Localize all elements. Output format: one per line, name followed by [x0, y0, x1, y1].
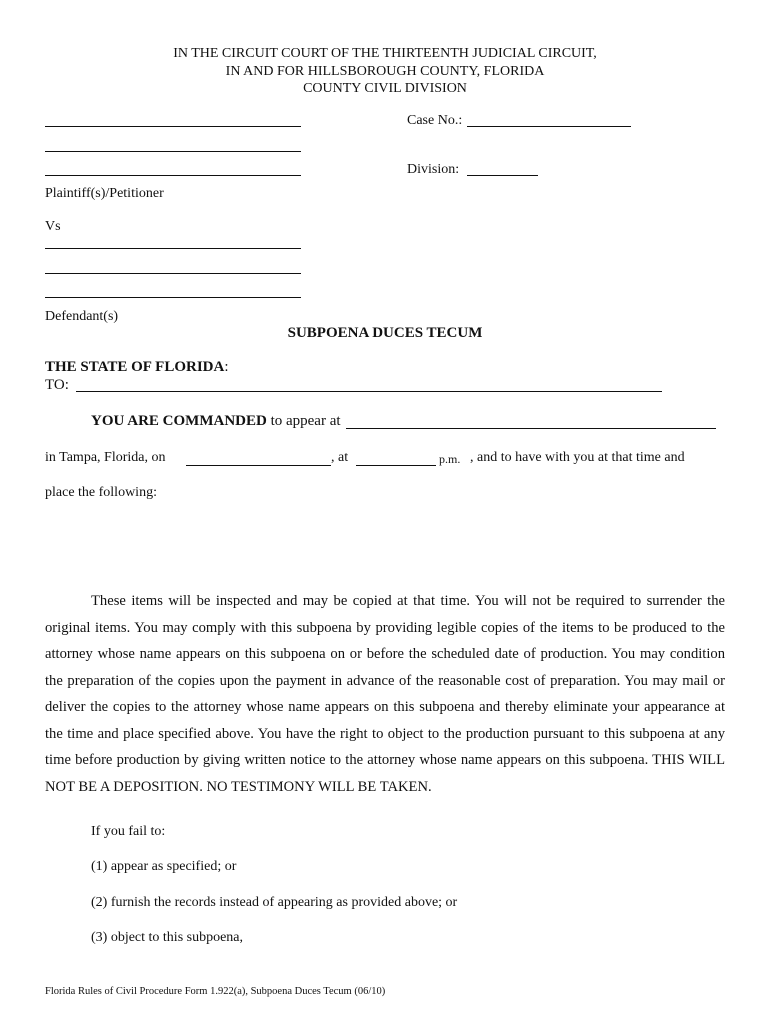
vs-label: Vs	[45, 219, 61, 234]
court-header-line-3: COUNTY CIVIL DIVISION	[303, 81, 467, 96]
fail-item-1: (1) appear as specified; or	[91, 859, 237, 874]
document-title: SUBPOENA DUCES TECUM	[287, 325, 483, 341]
form-footer: Florida Rules of Civil Procedure Form 1.922(a), Subpoena Duces Tecum (06/10)	[45, 986, 386, 997]
command-line	[91, 413, 341, 430]
pm-label: p.m.	[439, 452, 461, 466]
have-with-you-text: , and to have with you at that time and	[470, 450, 685, 465]
fail-item-3: (3) object to this subpoena,	[91, 930, 244, 945]
defendant-label: Defendant(s)	[45, 309, 119, 324]
place-following-text: place the following:	[45, 485, 157, 500]
command-text: to appear at	[266, 413, 341, 429]
state-heading	[45, 359, 229, 376]
court-header-line-1: IN THE CIRCUIT COURT OF THE THIRTEENTH JUDICIAL CIRCUIT,	[173, 46, 597, 61]
court-header-line-2: IN AND FOR HILLSBOROUGH COUNTY, FLORIDA	[225, 64, 545, 79]
to-label: TO:	[45, 377, 69, 393]
inspection-paragraph: These items will be inspected and may be copied at that time. You will not be required to surrender the original items. You may comply with this subpoena by providing legible copies of the items to be produced to the attorney whose name appears on this subpoena on or before the scheduled date of production. You may condition the preparation of the copies upon the payment in advance of the reasonable cost of preparation. You may mail or deliver the copies to the attorney whose name appears on this subpoena and thereby eliminate your appearance at the time and place specified above. You have the right to object to the production pursuant to this subpoena at any time before production by giving written notice to the attorney whose name appears on this subpoena. THIS WILL NOT BE A DEPOSITION. NO TESTIMONY WILL BE TAKEN.	[45, 593, 725, 795]
date-field[interactable]	[186, 465, 331, 466]
case-no-field[interactable]	[467, 126, 631, 127]
time-field[interactable]	[356, 465, 436, 466]
defendant-name-field-1[interactable]	[45, 248, 301, 249]
fail-intro: If you fail to:	[91, 824, 166, 839]
defendant-name-field-3[interactable]	[45, 297, 301, 298]
command-bold: YOU ARE COMMANDED	[91, 413, 267, 429]
state-heading-text: THE STATE OF FLORIDA	[45, 359, 225, 375]
appearance-location-field[interactable]	[346, 428, 716, 429]
fail-item-2: (2) furnish the records instead of appearing as provided above; or	[91, 895, 458, 910]
plaintiff-name-field-1[interactable]	[45, 126, 301, 127]
plaintiff-name-field-2[interactable]	[45, 151, 301, 152]
plaintiff-label: Plaintiff(s)/Petitioner	[45, 186, 164, 201]
division-label: Division:	[407, 162, 460, 177]
state-heading-colon: :	[224, 359, 229, 375]
in-tampa-text: in Tampa, Florida, on	[45, 450, 166, 465]
defendant-name-field-2[interactable]	[45, 273, 301, 274]
case-no-label: Case No.:	[407, 113, 463, 128]
recipient-name-field[interactable]	[76, 391, 662, 392]
division-field[interactable]	[467, 175, 538, 176]
plaintiff-name-field-3[interactable]	[45, 175, 301, 176]
at-text: , at	[331, 450, 349, 465]
